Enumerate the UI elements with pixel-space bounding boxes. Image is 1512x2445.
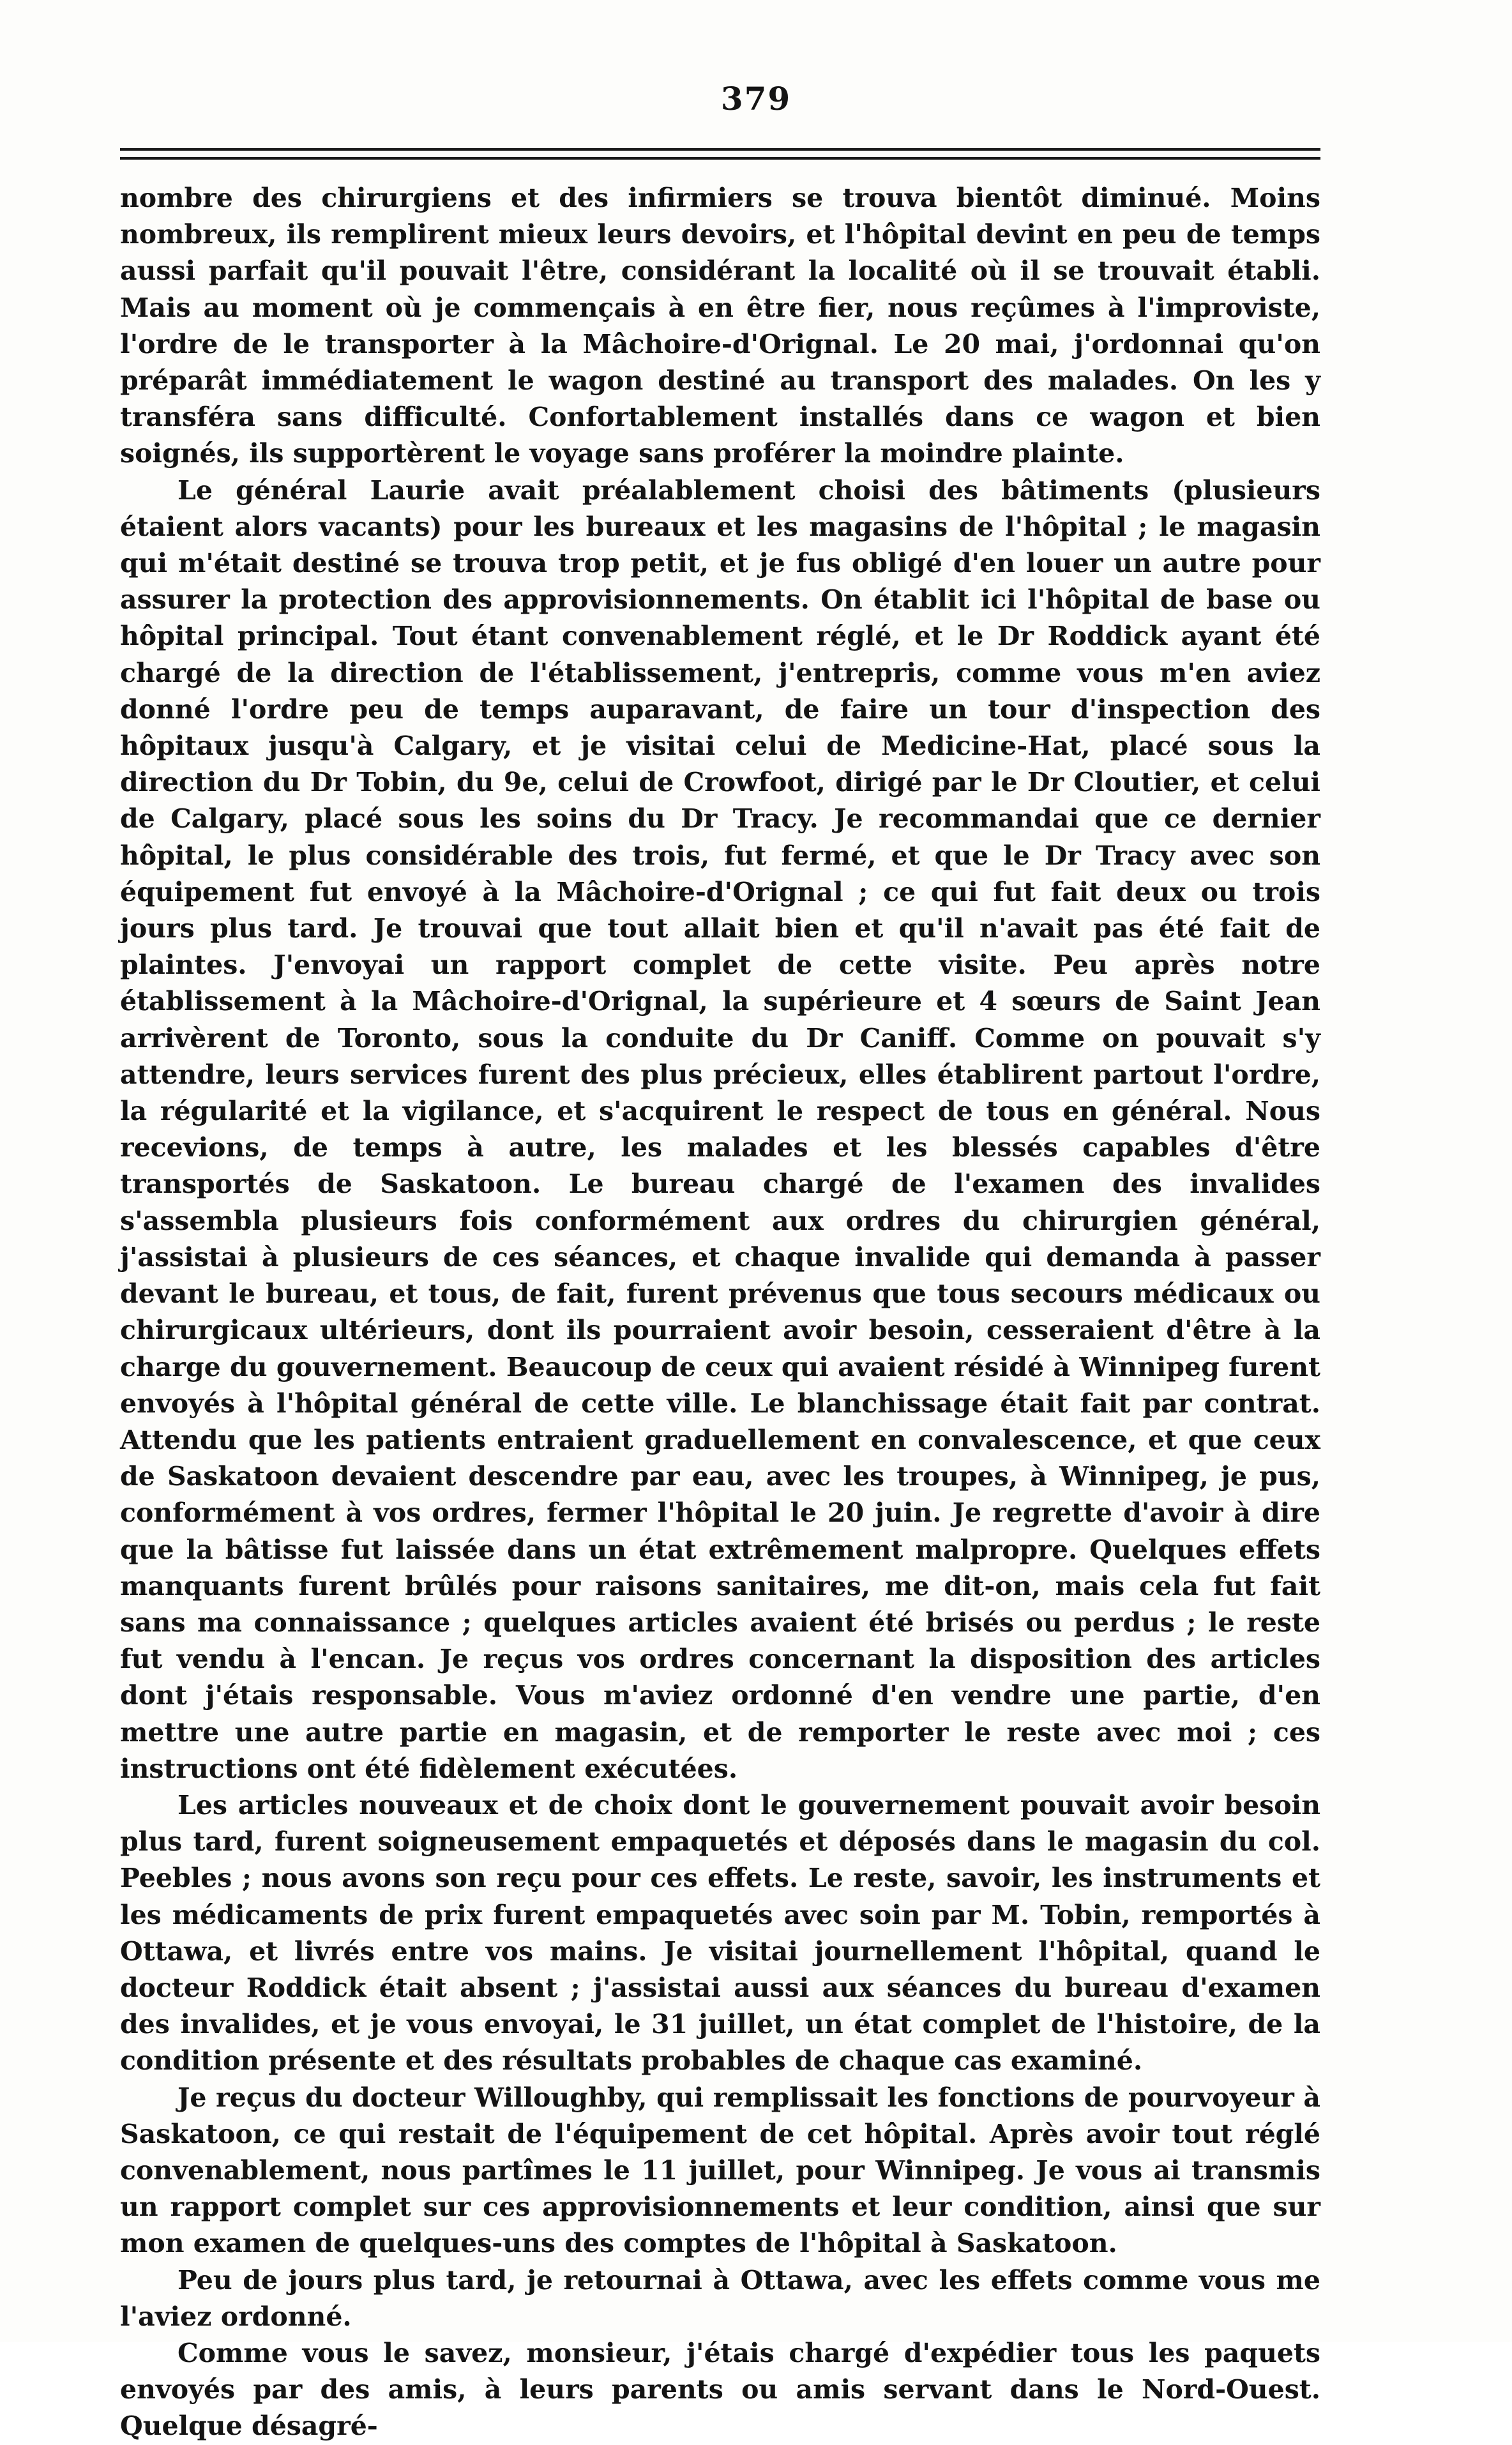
paragraph-4: Je reçus du docteur Willoughby, qui remplissait les fonctions de pourvoyeur à Saskatoon, ce qui restait de l'équipement de cet hôpital. Après avoir tout réglé convenablement, nous partîmes le 11 juillet, pour Winnipeg. Je vous ai transmis un rapport complet sur ces approvisionnements et leur condition, ainsi que sur mon examen de quelques-uns des comptes de l'hôpital à Saskatoon. [120,2082,1320,2259]
page-number: 379 [720,80,792,117]
paragraph-3: Les articles nouveaux et de choix dont le gouvernement pouvait avoir besoin plus tard, furent soigneusement empaquetés et déposés dans le magasin du col. Peebles ; nous avons son reçu pour ces effets. Le reste, savoir, les instruments et les médicaments de prix furent empaquetés avec soin par M. Tobin, remportés à Ottawa, et livrés entre vos mains. Je visitai journellement l'hôpital, quand le docteur Roddick était absent ; j'assistai aussi aux séances du bureau d'examen des invalides, et je vous envoyai, le 31 juillet, un état complet de l'histoire, de la condition présente et des résultats probables de chaque cas examiné. [120,1789,1320,2077]
paragraph-2: Le général Laurie avait préalablement choisi des bâtiments (plusieurs étaient alors vacants) pour les bureaux et les magasins de l'hôpital ; le magasin qui m'était destiné se trouva trop petit, et je fus obligé d'en louer un autre pour assurer la protection des approvisionnements. On établit ici l'hôpital de base ou hôpital principal. Tout étant convenablement réglé, et le Dr Roddick ayant été chargé de la direction de l'établissement, j'entrepris, comme vous m'en aviez donné l'ordre peu de temps auparavant, de faire un tour d'inspection des hôpitaux jusqu'à Calgary, et je visitai celui de Medicine-Hat, placé sous la direction du Dr Tobin, du 9e, celui de Crowfoot, dirigé par le Dr Cloutier, et celui de Calgary, placé sous les soins du Dr Tracy. Je recommandai que ce dernier hôpital, le plus considérable des trois, fut fermé, et que le Dr Tracy avec son équipement fut envoyé à la Mâchoire-d'Orignal ; ce qui fut fait deux ou trois jours plus tard. Je trouvai que tout allait bien et qu'il n'avait pas été fait de plaintes. J'envoyai un rapport complet de cette visite. Peu après notre établissement à la Mâchoire-d'Orignal, la supérieure et 4 sœurs de Saint Jean arrivèrent de Toronto, sous la conduite du Dr Caniff. Comme on pouvait s'y attendre, leurs services furent des plus précieux, elles établirent partout l'ordre, la régularité et la vigilance, et s'acquirent le respect de tous en général. Nous recevions, de temps à autre, les malades et les blessés capables d'être transportés de Saskatoon. Le bureau chargé de l'examen des invalides s'assembla plusieurs fois conformément aux ordres du chirurgien général, j'assistai à plusieurs de ces séances, et chaque invalide qui demanda à passer devant le bureau, et tous, de fait, furent prévenus que tous secours médicaux ou chirurgicaux ultérieurs, dont ils pourraient avoir besoin, cesseraient d'être à la charge du gouvernement. Beaucoup de ceux qui avaient résidé à Winnipeg furent envoyés à l'hôpital général de cette ville. Le blanchissage était fait par contrat. Attendu que les patients entraient graduellement en convalescence, et que ceux de Saskatoon devaient descendre par eau, avec les troupes, à Winnipeg, je pus, conformément à vos ordres, fermer l'hôpital le 20 juin. Je regrette d'avoir à dire que la bâtisse fut laissée dans un état extrêmement malpropre. Quelques effets manquants furent brûlés pour raisons sanitaires, me dit-on, mais cela fut fait sans ma connaissance ; quelques articles avaient été brisés ou perdus ; le reste fut vendu à l'encan. Je reçus vos ordres concernant la disposition des articles dont j'étais responsable. Vous m'aviez ordonné d'en vendre une partie, d'en mettre une autre partie en magasin, et de remporter le reste avec moi ; ces instructions ont été fidèlement exécutées. [120,474,1320,1784]
body-text [120,180,1320,2445]
paragraph-1: nombre des chirurgiens et des infirmiers se trouva bientôt diminué. Moins nombreux, ils remplirent mieux leurs devoirs, et l'hôpital devint en peu de temps aussi parfait qu'il pouvait l'être, considérant la localité où il se trouvait établi. Mais au moment où je commençais à en être fier, nous reçûmes à l'improviste, l'ordre de le transporter à la Mâchoire-d'Orignal. Le 20 mai, j'ordonnai qu'on préparât immédiatement le wagon destiné au transport des malades. On les y transféra sans difficulté. Confortablement installés dans ce wagon et bien soignés, ils supportèrent le voyage sans proférer la moindre plainte. [120,183,1320,469]
paragraph-5: Peu de jours plus tard, je retournai à Ottawa, avec les effets comme vous me l'aviez ordonné. [120,2264,1320,2332]
header-rule-top [120,148,1320,151]
header-rule-bottom [120,157,1320,160]
paragraph-6: Comme vous le savez, monsieur, j'étais chargé d'expédier tous les paquets envoyés par des amis, à leurs parents ou amis servant dans le Nord-Ouest. Quelque désagré- [120,2337,1320,2442]
